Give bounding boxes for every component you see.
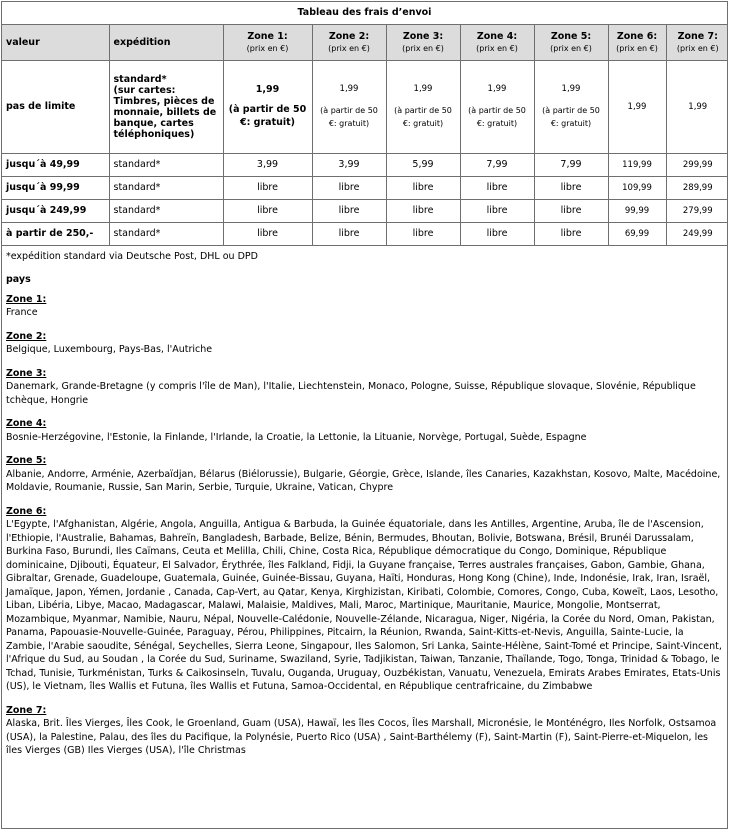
zone-title: Zone 4:: [6, 418, 47, 429]
notes-section: [2, 246, 727, 758]
zone-countries: Albanie, Andorre, Arménie, Azerbaïdjan, Bélarus (Biélorussie), Bulgarie, Géorgie, Grèce, Islande, îles Canaries, Kazakhstan, Kosovo, Malte, Macédoine, Moldavie, Roumanie, Russie, San Marin, Serbie, Turquie, Ukraine, Vatican, Chypre: [6, 468, 721, 493]
cell-zone-3: 1,99 (à partir de 50 €: gratuit): [386, 60, 460, 153]
cell-zone-6: 119,99: [608, 153, 666, 176]
cell-zone-1: 1,99 (à partir de 50 €: gratuit): [223, 60, 312, 153]
cell-zone-1: libre: [223, 199, 312, 222]
row-expedition: standard*: [109, 222, 223, 245]
row-expedition: standard*: [109, 153, 223, 176]
cell-zone-2: 3,99: [312, 153, 386, 176]
countries-heading: pays: [6, 274, 31, 285]
header-zone-3: Zone 3: (prix en €): [386, 25, 460, 60]
zone-list-7: [6, 704, 723, 758]
table-row: [2, 222, 728, 245]
zone-countries: France: [6, 307, 38, 318]
zone-list-3: [6, 367, 723, 408]
header-zone-6: Zone 6: (prix en €): [608, 25, 666, 60]
footnote: *expédition standard via Deutsche Post, DHL ou DPD: [6, 250, 258, 262]
cell-zone-2: libre: [312, 176, 386, 199]
row-expedition: standard* (sur cartes: Timbres, pièces de monnaie, billets de banque, cartes téléphoniques): [109, 60, 223, 153]
zone-countries: Bosnie-Herzégovine, l'Estonie, la Finlande, l'Irlande, la Croatie, la Lettonie, la Lituanie, Norvège, Portugal, Suède, Espagne: [6, 431, 587, 443]
cell-zone-6: 109,99: [608, 176, 666, 199]
zone-countries: Alaska, Brit. Îles Vierges, Îles Cook, le Groenland, Guam (USA), Hawaï, les îles Cocos, Îles Marshall, Micronésie, le Monténégro, Iles Norfolk, Ostsamoa (USA), la Palestine, Palau, des îles du Pacifique, la Polynésie, Puerto Rico (USA) , Saint-Barthélemy (F), Saint-Martin (F), Saint-Pierre-et-Miquelon, les îles Vierges (GB) Iles Vierges (USA), l'île Christmas: [6, 718, 717, 756]
zone-list-6: [6, 505, 723, 694]
header-zone-4: Zone 4: (prix en €): [460, 25, 534, 60]
cell-zone-2: libre: [312, 199, 386, 222]
cell-zone-2: libre: [312, 222, 386, 245]
row-value: à partir de 250,-: [2, 222, 109, 245]
table-row: [2, 199, 728, 222]
zone-title: Zone 6:: [6, 505, 47, 517]
header-valeur: valeur: [2, 25, 109, 60]
header-zone-1: Zone 1: (prix en €): [223, 25, 312, 60]
cell-zone-7: 299,99: [666, 153, 728, 176]
table-row: [2, 153, 728, 176]
cell-zone-5: libre: [534, 199, 608, 222]
cell-zone-5: libre: [534, 176, 608, 199]
cell-zone-3: libre: [386, 222, 460, 245]
cell-zone-6: 69,99: [608, 222, 666, 245]
zone-title: Zone 1:: [6, 293, 47, 305]
row-value: jusqu´à 49,99: [2, 153, 109, 176]
row-expedition: standard*: [109, 176, 223, 199]
zone-title: Zone 5:: [6, 455, 47, 466]
table-row: [2, 176, 728, 199]
cell-zone-5: 7,99: [534, 153, 608, 176]
cell-zone-1: 3,99: [223, 153, 312, 176]
header-zone-5: Zone 5: (prix en €): [534, 25, 608, 60]
zone-countries: Belgique, Luxembourg, Pays-Bas, l'Autriche: [6, 344, 213, 355]
cell-zone-4: 7,99: [460, 153, 534, 176]
zone-list-5: [6, 454, 723, 495]
cell-zone-6: 1,99: [608, 60, 666, 153]
zone-title: Zone 2:: [6, 330, 47, 342]
cell-zone-3: libre: [386, 176, 460, 199]
row-value: jusqu´à 99,99: [2, 176, 109, 199]
cell-zone-1: libre: [223, 222, 312, 245]
table-caption: Tableau des frais d’envoi: [2, 2, 727, 25]
zone-list-2: [6, 330, 723, 357]
zone-list-4: [6, 417, 723, 444]
cell-zone-2: 1,99 (à partir de 50 €: gratuit): [312, 60, 386, 153]
table-header-row: [2, 25, 728, 60]
shipping-fees-panel: [1, 1, 728, 829]
cell-zone-4: libre: [460, 176, 534, 199]
cell-zone-3: libre: [386, 199, 460, 222]
zone-countries: Danemark, Grande-Bretagne (y compris l'île de Man), l'Italie, Liechtenstein, Monaco, Pologne, Suisse, République slovaque, Slovénie, République tchèque, Hongrie: [6, 381, 696, 406]
header-zone-7: Zone 7: (prix en €): [666, 25, 728, 60]
cell-zone-7: 1,99: [666, 60, 728, 153]
zone-countries: L'Egypte, l'Afghanistan, Algérie, Angola, Anguilla, Antigua & Barbuda, la Guinée équatoriale, dans les Antilles, Argentine, Aruba, île de l'Ascension, l'Ethiopie, l'Australie, Bahamas, Bahreïn, Bangladesh, Barbade, Belize, Bénin, Bermudes, Bhoutan, Bolivie, Botswana, Brésil, Brunéi Darussalam, Burkina Faso, Burundi, Iles Caïmans, Ceuta et Melilla, Chili, Chine, Costa Rica, République démocratique du Congo, Dominique, République dominicaine, Djibouti, Équateur, El Salvador, Érythrée, îles Falkland, Fidji, la Guyane française, Terres australes françaises, Gabon, Gambie, Ghana, Gibraltar, Grenade, Guadeloupe, Guatemala, Guinée, Guinée-Bissau, Guyana, Haïti, Honduras, Hong Kong (Chine), Inde, Indonésie, Irak, Iran, Israël, Jamaïque, Japon, Yémen, Jordanie , Canada, Cap-Vert, au Qatar, Kenya, Kirghizistan, Kiribati, Colombie, Comores, Congo, Cuba, Koweït, Laos, Lesotho, Liban, Libéria, Libye, Macao, Madagascar, Malawi, Malaisie, Maldives, Mali, Maroc, Martinique, Mauritanie, Maurice, Mongolie, Montserrat, Mozambique, Myanmar, Namibie, Nauru, Népal, Nouvelle-Calédonie, Nouvelle-Zélande, Nicaragua, Niger, Nigéria, la Corée du Nord, Oman, Pakistan, Panama, Papouasie-Nouvelle-Guinée, Paraguay, Pérou, Philippines, Pitcairn, la Réunion, Rwanda, Saint-Kitts-et-Nevis, Anguilla, Sainte-Lucie, la Zambie, l'Arabie saoudite, Sénégal, Seychelles, Sierra Leone, Singapour, Iles Salomon, Sri Lanka, Sainte-Hélène, Saint-Tomé et Principe, Saint-Vincent, l'Afrique du Sud, au Soudan , la Corée du Sud, Suriname, Swaziland, Syrie, Tadjikistan, Taiwan, Tanzanie, Thaïlande, Togo, Tonga, Trinidad & Tobago, le Tchad, Tunisie, Turkménistan, Turks & Caikosinseln, Tuvalu, Ouganda, Uruguay, Ouzbékistan, Vanuatu, Venezuela, Emirats Arabes Emirates, Etats-Unis (US), le Vietnam, îles Wallis et Futuna, îles Wallis et Futuna, Samoa-Occidental, en République centrafricaine, du Zimbabwe: [6, 519, 722, 692]
zone-list-1: [6, 293, 723, 320]
row-value: jusqu´à 249,99: [2, 199, 109, 222]
row-expedition: standard*: [109, 199, 223, 222]
zone-title: Zone 7:: [6, 704, 47, 716]
cell-zone-6: 99,99: [608, 199, 666, 222]
cell-zone-5: libre: [534, 222, 608, 245]
cell-zone-5: 1,99 (à partir de 50 €: gratuit): [534, 60, 608, 153]
header-zone-2: Zone 2: (prix en €): [312, 25, 386, 60]
cell-zone-1: libre: [223, 176, 312, 199]
cell-zone-7: 279,99: [666, 199, 728, 222]
cell-zone-4: 1,99 (à partir de 50 €: gratuit): [460, 60, 534, 153]
cell-zone-7: 289,99: [666, 176, 728, 199]
cell-zone-4: libre: [460, 222, 534, 245]
cell-zone-4: libre: [460, 199, 534, 222]
header-expedition: expédition: [109, 25, 223, 60]
row-value: pas de limite: [2, 60, 109, 153]
table-row: [2, 60, 728, 153]
cell-zone-7: 249,99: [666, 222, 728, 245]
shipping-fees-table: [2, 25, 728, 246]
cell-zone-3: 5,99: [386, 153, 460, 176]
zone-title: Zone 3:: [6, 367, 47, 379]
